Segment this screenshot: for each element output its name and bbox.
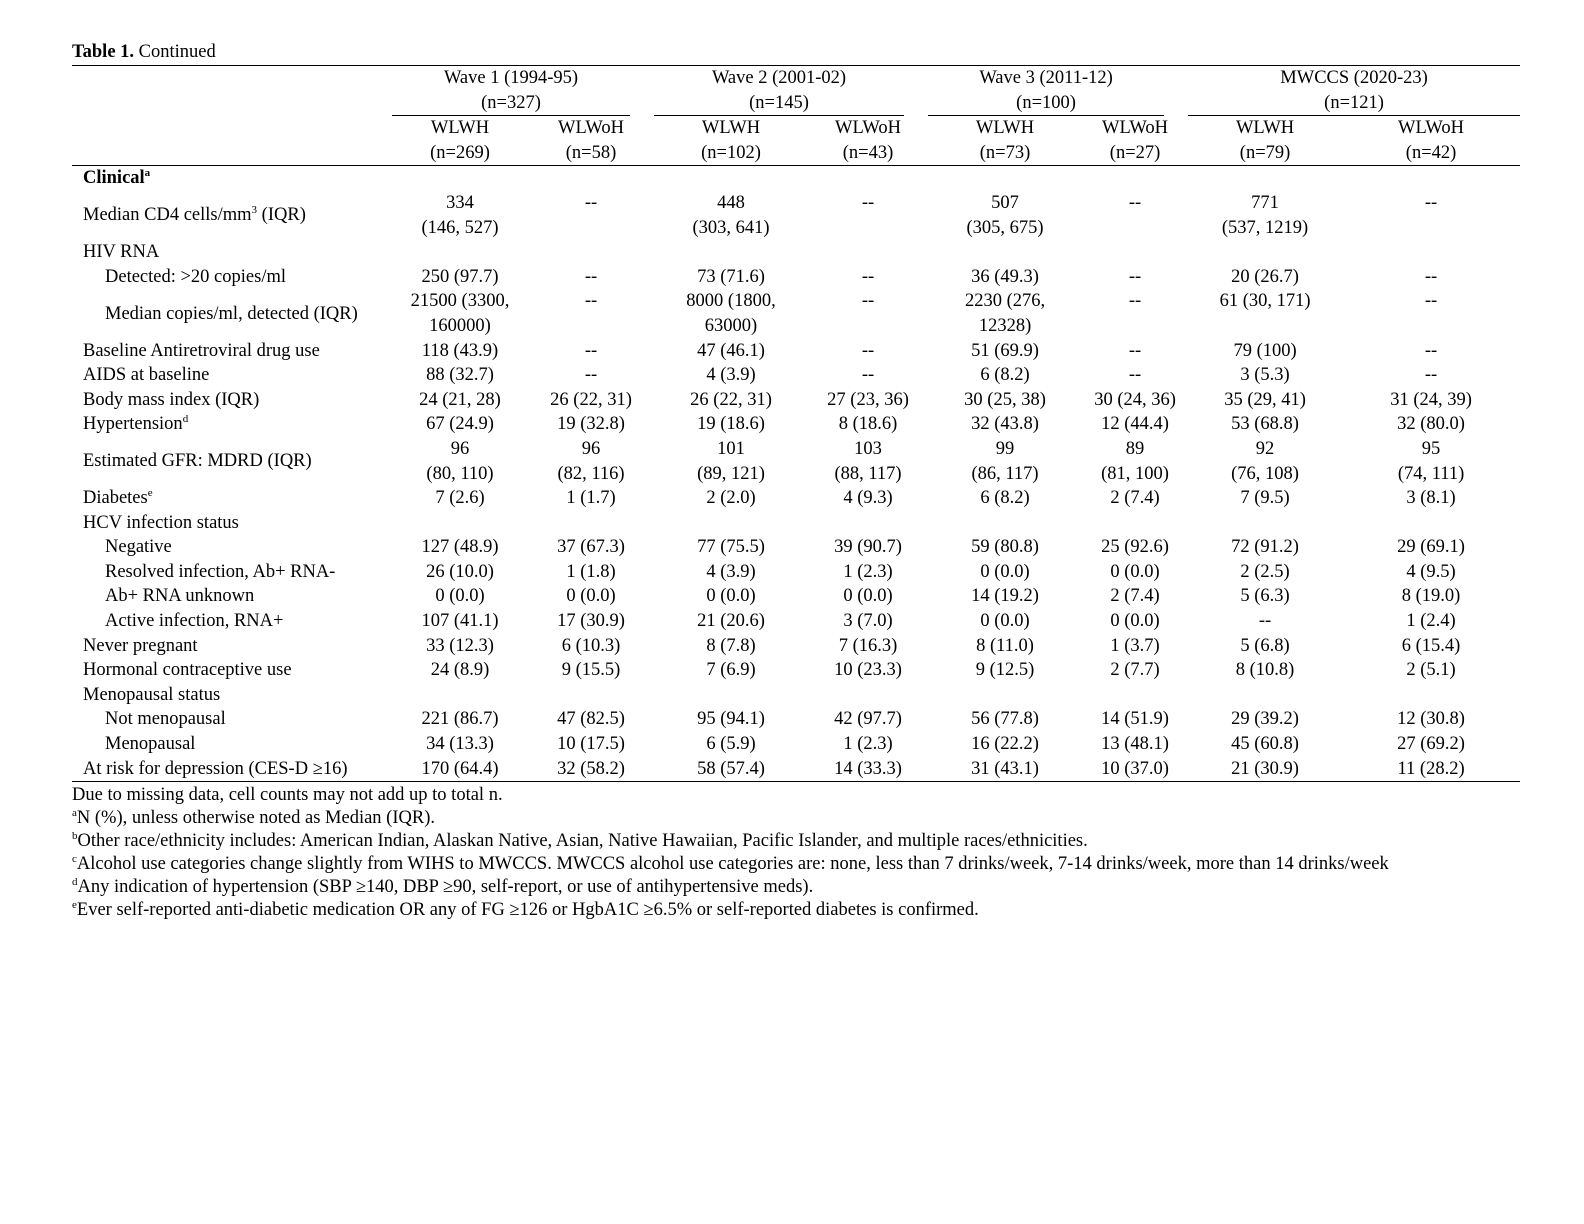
cell-value: 32 (80.0) (1397, 414, 1465, 435)
cell-value: 17 (30.9) (557, 611, 625, 632)
table-row (72, 339, 1520, 364)
cell-value: 16 (22.2) (971, 734, 1039, 755)
row-label: AIDS at baseline (83, 365, 210, 386)
cell-value: 4 (9.3) (843, 488, 893, 509)
stub-header (72, 66, 392, 117)
cell-value (928, 683, 1082, 708)
row-label: Active infection, RNA+ (105, 611, 284, 632)
table-row (72, 363, 1520, 388)
cell-value: 42 (97.7) (834, 709, 902, 730)
cell-value (654, 511, 808, 536)
cell-value: -- (584, 291, 598, 312)
cell-value: 8 (10.8) (1235, 660, 1295, 681)
cell-value (928, 511, 1082, 536)
cell-value: 170 (64.4) (421, 758, 499, 779)
cell-value: 1 (2.4) (1406, 611, 1456, 632)
subgroup-header-5: WLWoH (n=27) (1082, 116, 1188, 166)
table-row (72, 609, 1520, 634)
row-label: Body mass index (IQR) (83, 389, 260, 410)
cell-value: 6 (8.2) (980, 488, 1030, 509)
cell-value: 7 (16.3) (838, 635, 898, 656)
footnote-mark: e (147, 486, 153, 499)
cell-value: 31 (24, 39) (1390, 389, 1472, 410)
row-label: Menopausal status (83, 684, 221, 705)
cell-value: 32 (43.8) (971, 414, 1039, 435)
table-caption-number: Table 1. (72, 42, 135, 62)
cell-value (1188, 511, 1342, 536)
cell-value: 8 (18.6) (838, 414, 898, 435)
table-row (72, 634, 1520, 659)
table-row (72, 584, 1520, 609)
cell-value: -- (1128, 365, 1142, 386)
table-row (72, 658, 1520, 683)
cell-value: -- (1128, 340, 1142, 361)
cell-value: 7 (9.5) (1240, 488, 1290, 509)
cell-value: 73 (71.6) (697, 266, 765, 287)
row-label: Menopausal (105, 734, 196, 755)
cell-value: 6 (10.3) (561, 635, 621, 656)
footnote: $^a$N (%), unless otherwise noted as Median (IQR). (72, 807, 435, 829)
cell-value: 0 (0.0) (706, 586, 756, 607)
cell-value: 24 (21, 28) (419, 389, 501, 410)
cell-value (392, 683, 528, 708)
subgroup-header-2: WLWH (n=102) (654, 116, 808, 166)
cell-value: -- (1424, 192, 1438, 213)
cell-value: 0 (0.0) (566, 586, 616, 607)
cell-value: 2 (2.5) (1240, 561, 1290, 582)
row-label: Median copies/ml, detected (IQR) (105, 303, 358, 324)
cell-value: 34 (13.3) (426, 734, 494, 755)
cell-value: 32 (58.2) (557, 758, 625, 779)
cell-value: 26 (22, 31) (550, 389, 632, 410)
cell-value: 47 (82.5) (557, 709, 625, 730)
cell-value: 31 (43.1) (971, 758, 1039, 779)
cell-value: 30 (25, 38) (964, 389, 1046, 410)
cell-value: 1 (2.3) (843, 561, 893, 582)
group-header-mwccs: MWCCS (2020-23) (n=121) (1188, 66, 1520, 117)
row-label: Not menopausal (105, 709, 226, 730)
cell-value (654, 240, 808, 265)
table-row (72, 511, 1520, 536)
cell-value: 8 (19.0) (1401, 586, 1461, 607)
cell-value: 95 (94.1) (697, 709, 765, 730)
cell-value: 4 (9.5) (1406, 561, 1456, 582)
cell-value: -- (861, 340, 875, 361)
cell-value: 39 (90.7) (834, 537, 902, 558)
cell-value: 95 (74, 111) (1397, 438, 1465, 484)
cell-value: 61 (30, 171) (1219, 291, 1311, 312)
cell-value: 92 (76, 108) (1231, 438, 1299, 484)
row-label: Diabetes$^e$ (83, 486, 153, 509)
cell-value (1342, 683, 1520, 708)
cell-value: 51 (69.9) (971, 340, 1039, 361)
table-row (72, 265, 1520, 290)
cell-value (1188, 240, 1342, 265)
cell-value: -- (861, 365, 875, 386)
cell-value: 5 (6.8) (1240, 635, 1290, 656)
footnote-mark: e (72, 899, 77, 912)
cell-value: 67 (24.9) (426, 414, 494, 435)
cell-value: 77 (75.5) (697, 537, 765, 558)
cell-value: -- (861, 266, 875, 287)
cell-value: 1 (1.8) (566, 561, 616, 582)
cell-value (528, 240, 654, 265)
cell-value: 21 (30.9) (1231, 758, 1299, 779)
cell-value: 0 (0.0) (980, 561, 1030, 582)
cell-value (808, 511, 928, 536)
cell-value: 334 (146, 527) (421, 192, 499, 238)
cell-value: 7 (2.6) (435, 488, 485, 509)
footnote-mark: 3 (251, 204, 258, 217)
table-row (72, 412, 1520, 437)
cell-value: 8000 (1800, 63000) (686, 291, 776, 336)
cell-value: 14 (51.9) (1101, 709, 1169, 730)
cell-value: 448 (303, 641) (692, 192, 770, 238)
cell-value: 12 (30.8) (1397, 709, 1465, 730)
cell-value: 9 (12.5) (975, 660, 1035, 681)
cell-value: 11 (28.2) (1397, 758, 1465, 779)
cell-value: 88 (32.7) (426, 365, 494, 386)
cell-value: 13 (48.1) (1101, 734, 1169, 755)
cell-value: 19 (32.8) (557, 414, 625, 435)
cell-value: 2 (7.4) (1110, 488, 1160, 509)
cell-value: -- (1258, 611, 1272, 632)
cell-value: 36 (49.3) (971, 266, 1039, 287)
cell-value: 250 (97.7) (421, 266, 499, 287)
table-row (72, 535, 1520, 560)
cell-value (928, 240, 1082, 265)
cell-value: 72 (91.2) (1231, 537, 1299, 558)
subgroup-header-4: WLWH (n=73) (928, 116, 1082, 166)
subgroup-header-row (72, 116, 1520, 166)
cell-value: 6 (8.2) (980, 365, 1030, 386)
cell-value: -- (584, 365, 598, 386)
subgroup-header-6: WLWH (n=79) (1188, 116, 1342, 166)
row-label: Resolved infection, Ab+ RNA- (105, 561, 336, 582)
cell-value: -- (1424, 266, 1438, 287)
cell-value: 6 (15.4) (1401, 635, 1461, 656)
footnote-mark: d (182, 413, 189, 426)
cell-value: 127 (48.9) (421, 537, 499, 558)
table-row (72, 289, 1520, 338)
subgroup-header-0: WLWH (n=269) (392, 116, 528, 166)
document (72, 40, 1520, 922)
cell-value: 20 (26.7) (1231, 266, 1299, 287)
cell-value: 3 (8.1) (1406, 488, 1456, 509)
cell-value: 47 (46.1) (697, 340, 765, 361)
cell-value: 21500 (3300, 160000) (410, 291, 510, 336)
cell-value: -- (584, 340, 598, 361)
group-header-wave2: Wave 2 (2001-02) (n=145) (654, 66, 928, 117)
cell-value: 1 (1.7) (566, 488, 616, 509)
cell-value: 96 (80, 110) (426, 438, 494, 484)
cell-value: -- (584, 266, 598, 287)
group-header-wave1: Wave 1 (1994-95) (n=327) (392, 66, 654, 117)
cell-value: 0 (0.0) (435, 586, 485, 607)
cell-value: 103 (88, 117) (834, 438, 902, 484)
cell-value: 96 (82, 116) (557, 438, 625, 484)
cell-value: 507 (305, 675) (966, 192, 1044, 238)
section-row (72, 166, 1520, 191)
footnote: $^b$Other race/ethnicity includes: American Indian, Alaskan Native, Asian, Native Hawaiian, Pacific Islander, and multiple races/ethnicities. (72, 830, 1088, 852)
cell-value: 19 (18.6) (697, 414, 765, 435)
cell-value: 1 (3.7) (1110, 635, 1160, 656)
section-label: Clinical$^a$ (83, 167, 151, 189)
table-row (72, 191, 1520, 240)
footnote: Due to missing data, cell counts may not add up to total n. (72, 785, 503, 806)
cell-value: 45 (60.8) (1231, 734, 1299, 755)
cell-value: 89 (81, 100) (1101, 438, 1169, 484)
cell-value: 29 (69.1) (1397, 537, 1465, 558)
cell-value: -- (1424, 291, 1438, 312)
group-header-row (72, 66, 1520, 117)
cell-value: 33 (12.3) (426, 635, 494, 656)
cell-value: 0 (0.0) (1110, 561, 1160, 582)
row-label: Detected: >20 copies/ml (105, 266, 286, 287)
cell-value: 10 (17.5) (557, 734, 625, 755)
row-label: Ab+ RNA unknown (105, 586, 255, 607)
cell-value: 2 (7.7) (1110, 660, 1160, 681)
cell-value (1342, 240, 1520, 265)
subgroup-header-7: WLWoH (n=42) (1342, 116, 1520, 166)
cell-value: -- (1424, 340, 1438, 361)
cell-value: 29 (39.2) (1231, 709, 1299, 730)
table-body (72, 166, 1520, 782)
cell-value: 0 (0.0) (843, 586, 893, 607)
footnote: $^c$Alcohol use categories change slightly from WIHS to MWCCS. MWCCS alcohol use categories are: none, less than 7 drinks/week, 7-14 drinks/week, more than 14 drinks/week (72, 853, 1389, 875)
cell-value: 771 (537, 1219) (1221, 192, 1309, 238)
cell-value (1082, 240, 1188, 265)
cell-value: 24 (8.9) (430, 660, 490, 681)
cell-value: 8 (11.0) (976, 635, 1034, 656)
subgroup-header-1: WLWoH (n=58) (528, 116, 654, 166)
table-row (72, 560, 1520, 585)
cell-value: -- (861, 192, 875, 213)
data-table (72, 65, 1520, 782)
cell-value: 59 (80.8) (971, 537, 1039, 558)
cell-value: 2230 (276, 12328) (964, 291, 1046, 336)
cell-value: 0 (0.0) (980, 611, 1030, 632)
cell-value (1082, 511, 1188, 536)
cell-value: 56 (77.8) (971, 709, 1039, 730)
row-label: Hypertension$^d$ (83, 413, 189, 435)
cell-value (528, 683, 654, 708)
cell-value: 2 (5.1) (1406, 660, 1456, 681)
cell-value (528, 511, 654, 536)
cell-value: 99 (86, 117) (971, 438, 1039, 484)
subgroup-header-3: WLWoH (n=43) (808, 116, 928, 166)
footnotes (72, 784, 1520, 922)
cell-value: -- (861, 291, 875, 312)
table-row (72, 732, 1520, 757)
cell-value: -- (1128, 291, 1142, 312)
cell-value (654, 683, 808, 708)
cell-value (808, 240, 928, 265)
cell-value: 37 (67.3) (557, 537, 625, 558)
cell-value (392, 511, 528, 536)
row-label: Negative (105, 537, 172, 558)
cell-value: 26 (22, 31) (690, 389, 772, 410)
cell-value: 4 (3.9) (706, 561, 756, 582)
cell-value: 4 (3.9) (706, 365, 756, 386)
cell-value: 9 (15.5) (561, 660, 621, 681)
cell-value: -- (1128, 192, 1142, 213)
table-caption-text: Continued (134, 42, 216, 62)
footnote: $^d$Any indication of hypertension (SBP ≥140, DBP ≥90, self-report, or use of antihypertensive meds). (72, 876, 814, 898)
cell-value: 0 (0.0) (1110, 611, 1160, 632)
cell-value: 14 (19.2) (971, 586, 1039, 607)
cell-value: 79 (100) (1233, 340, 1297, 361)
cell-value: 107 (41.1) (421, 611, 499, 632)
row-label: At risk for depression (CES-D ≥16) (83, 758, 348, 779)
footnote-mark: a (72, 807, 77, 820)
cell-value: 58 (57.4) (697, 758, 765, 779)
cell-value: 27 (69.2) (1397, 734, 1465, 755)
cell-value (808, 683, 928, 708)
table-row (72, 240, 1520, 265)
footnote: $^e$Ever self-reported anti-diabetic medication OR any of FG ≥126 or HgbA1C ≥6.5% or self-reported diabetes is confirmed. (72, 899, 979, 921)
cell-value: 30 (24, 36) (1094, 389, 1176, 410)
stub-subheader (72, 116, 392, 166)
cell-value: 53 (68.8) (1231, 414, 1299, 435)
row-label: HCV infection status (83, 512, 239, 533)
table-row (72, 707, 1520, 732)
cell-value (1342, 511, 1520, 536)
cell-value (1188, 683, 1342, 708)
cell-value: 1 (2.3) (843, 734, 893, 755)
cell-value: 10 (23.3) (834, 660, 902, 681)
table-caption (72, 40, 1520, 65)
cell-value: 7 (6.9) (706, 660, 756, 681)
footnote-mark: c (72, 853, 77, 866)
cell-value: 2 (2.0) (706, 488, 756, 509)
cell-value: -- (1128, 266, 1142, 287)
cell-value: 10 (37.0) (1101, 758, 1169, 779)
section-footnote-mark: a (144, 167, 151, 180)
row-label: Median CD4 cells/$mm^3$ (IQR) (83, 204, 306, 226)
cell-value: 12 (44.4) (1101, 414, 1169, 435)
cell-value: 221 (86.7) (421, 709, 499, 730)
row-label: HIV RNA (83, 242, 160, 263)
cell-value: 5 (6.3) (1240, 586, 1290, 607)
row-label: Baseline Antiretroviral drug use (83, 340, 320, 361)
cell-value (392, 240, 528, 265)
cell-value: 21 (20.6) (697, 611, 765, 632)
cell-value: 6 (5.9) (706, 734, 756, 755)
table-row (72, 388, 1520, 413)
footnote-mark: d (72, 876, 78, 889)
cell-value: 26 (10.0) (426, 561, 494, 582)
cell-value: 3 (5.3) (1240, 365, 1290, 386)
cell-value: -- (584, 192, 598, 213)
table-row (72, 486, 1520, 511)
table-row (72, 757, 1520, 782)
cell-value: 27 (23, 36) (827, 389, 909, 410)
cell-value (1082, 683, 1188, 708)
row-label: Estimated GFR: MDRD (IQR) (83, 451, 312, 472)
cell-value: 101 (89, 121) (697, 438, 765, 484)
cell-value: 2 (7.4) (1110, 586, 1160, 607)
row-label: Hormonal contraceptive use (83, 660, 292, 681)
cell-value: 35 (29, 41) (1224, 389, 1306, 410)
cell-value: 3 (7.0) (843, 611, 893, 632)
footnote-mark: b (72, 830, 78, 843)
cell-value: -- (1424, 365, 1438, 386)
row-label: Never pregnant (83, 635, 198, 656)
table-row (72, 437, 1520, 486)
group-header-wave3: Wave 3 (2011-12) (n=100) (928, 66, 1188, 117)
cell-value: 8 (7.8) (706, 635, 756, 656)
table-row (72, 683, 1520, 708)
cell-value: 118 (43.9) (421, 340, 499, 361)
cell-value: 14 (33.3) (834, 758, 902, 779)
cell-value: 25 (92.6) (1101, 537, 1169, 558)
